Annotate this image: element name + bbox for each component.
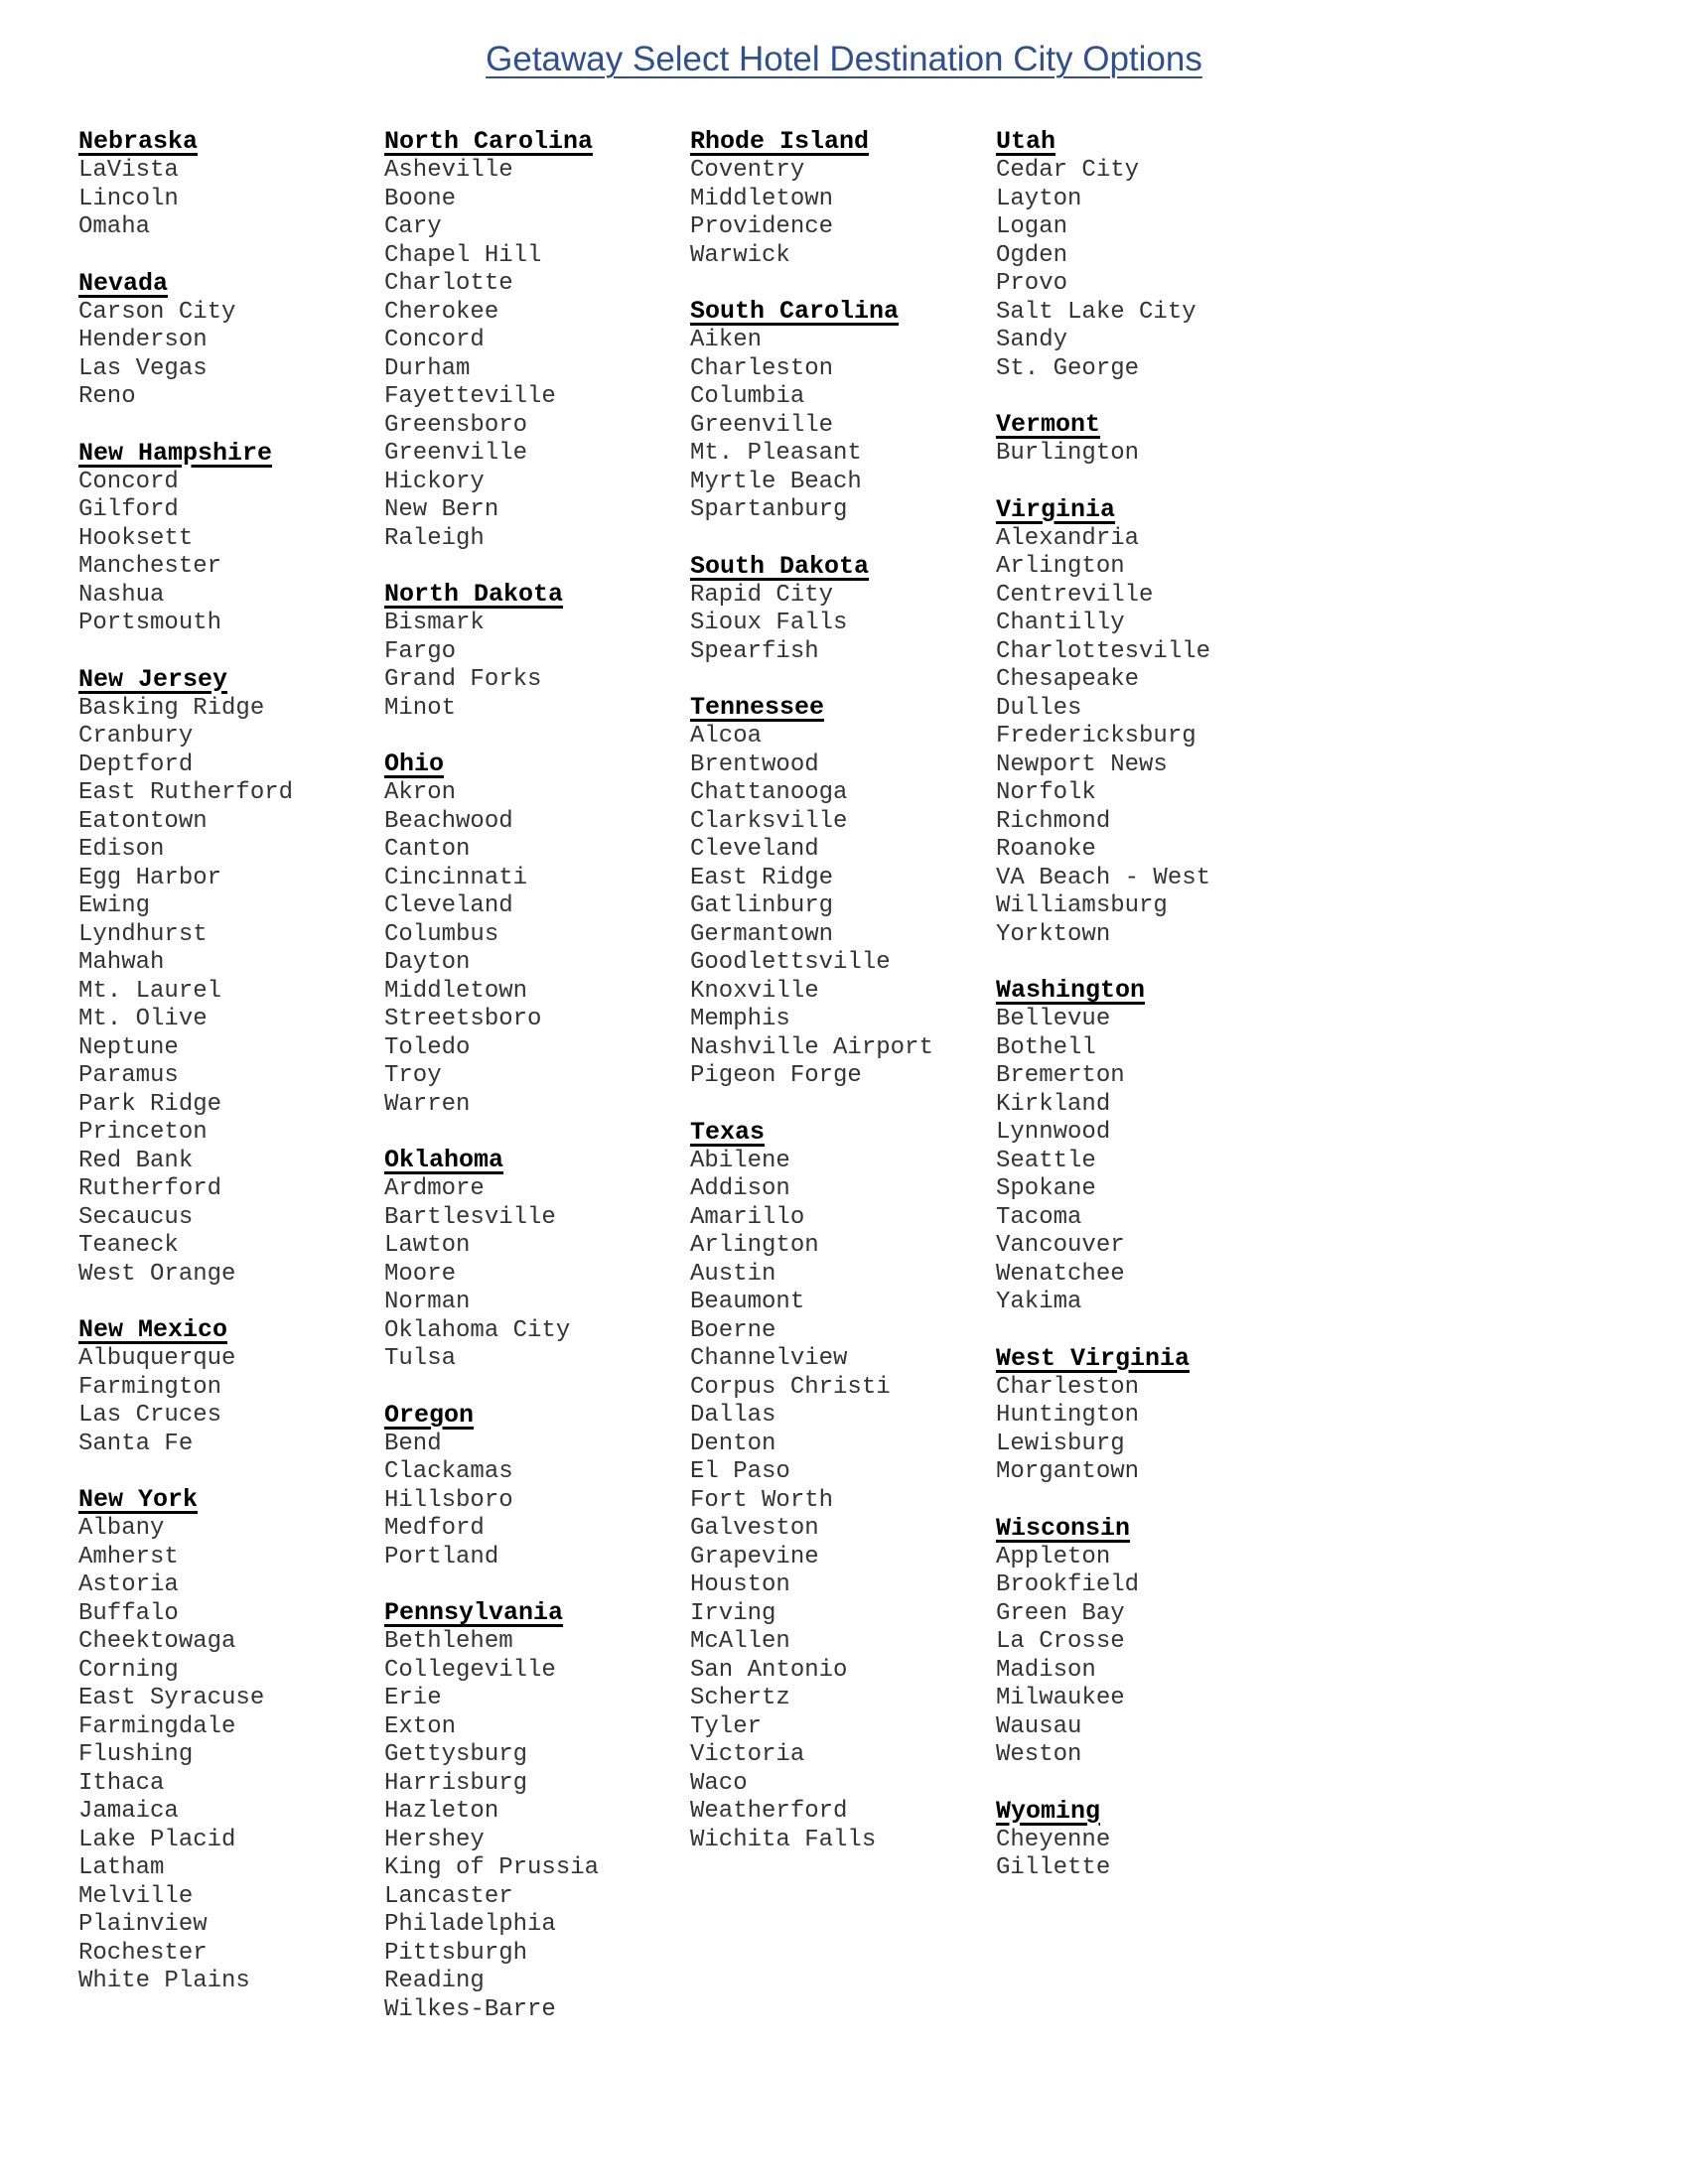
city-item: Fargo	[384, 637, 457, 665]
state-section	[690, 297, 988, 525]
city-item: Weatherford	[690, 1798, 848, 1825]
state-heading: North Carolina	[384, 127, 594, 156]
city-item: Teaneck	[78, 1232, 179, 1259]
city-item: Erie	[384, 1685, 442, 1711]
city-item: Milwaukee	[996, 1685, 1125, 1711]
city-item: Melville	[78, 1882, 194, 1910]
city-item: Centreville	[996, 581, 1154, 609]
city-item: King of Prussia	[384, 1854, 600, 1881]
city-item: Albuquerque	[78, 1345, 236, 1372]
city-item: Greenville	[384, 440, 528, 467]
city-item: Brentwood	[690, 751, 819, 778]
city-item: Lincoln	[78, 185, 179, 212]
city-item: Hickory	[384, 468, 485, 495]
city-item: Cranbury	[78, 723, 194, 750]
state-section	[384, 1146, 682, 1374]
city-item: Chapel Hill	[384, 241, 542, 269]
state-section	[996, 127, 1294, 383]
city-item: Clackamas	[384, 1458, 513, 1485]
state-section	[78, 665, 376, 1290]
city-item: Logan	[996, 213, 1068, 240]
page-title: Getaway Select Hotel Destination City Options	[486, 40, 1202, 78]
city-item: Basking Ridge	[78, 694, 265, 722]
city-item: Hershey	[384, 1826, 485, 1853]
city-item: Germantown	[690, 920, 834, 948]
state-section	[384, 1598, 682, 2024]
city-item: Hazleton	[384, 1798, 499, 1825]
city-item: Layton	[996, 185, 1082, 212]
city-item: Toledo	[384, 1033, 471, 1061]
city-item: Ardmore	[384, 1175, 485, 1202]
state-section	[384, 1401, 682, 1572]
city-item: Moore	[384, 1260, 457, 1288]
city-item: Cleveland	[384, 892, 513, 919]
city-item: Red Bank	[78, 1147, 194, 1174]
city-item: Denton	[690, 1430, 776, 1457]
city-item: Hillsboro	[384, 1486, 513, 1514]
city-item: Chesapeake	[996, 666, 1140, 693]
city-item: Plainview	[78, 1911, 208, 1938]
city-item: Sandy	[996, 327, 1068, 353]
city-item: Buffalo	[78, 1599, 179, 1627]
city-item: Concord	[384, 327, 485, 353]
city-item: Provo	[996, 270, 1068, 297]
city-item: Collegeville	[384, 1656, 556, 1684]
city-item: Brookfield	[996, 1571, 1140, 1598]
city-item: Gatlinburg	[690, 892, 834, 919]
city-item: Cleveland	[690, 836, 819, 863]
city-item: Myrtle Beach	[690, 468, 862, 495]
state-section	[690, 127, 988, 270]
city-item: East Rutherford	[78, 779, 294, 806]
city-item: Lyndhurst	[78, 920, 208, 948]
column-2	[384, 127, 682, 2051]
city-item: Wausau	[996, 1712, 1082, 1740]
city-item: Green Bay	[996, 1599, 1125, 1627]
city-item: West Orange	[78, 1260, 236, 1288]
city-item: McAllen	[690, 1628, 790, 1655]
city-item: Gettysburg	[384, 1741, 528, 1768]
city-item: Durham	[384, 354, 471, 382]
state-section	[996, 495, 1294, 950]
city-item: Warwick	[690, 241, 790, 269]
state-heading: Texas	[690, 1117, 766, 1147]
city-item: Chattanooga	[690, 779, 848, 806]
state-heading: Vermont	[996, 410, 1101, 439]
city-item: Canton	[384, 836, 471, 863]
city-item: Vancouver	[996, 1232, 1125, 1259]
city-item: Albany	[78, 1515, 165, 1542]
city-item: Rapid City	[690, 581, 834, 609]
city-item: Columbus	[384, 920, 499, 948]
city-item: Reading	[384, 1968, 485, 1994]
city-item: Grapevine	[690, 1543, 819, 1570]
city-item: Beachwood	[384, 807, 513, 835]
city-item: Knoxville	[690, 977, 819, 1005]
state-heading: New York	[78, 1485, 199, 1514]
city-item: Troy	[384, 1062, 442, 1089]
city-item: Farmington	[78, 1373, 222, 1401]
state-heading: Wisconsin	[996, 1513, 1131, 1543]
state-section	[384, 127, 682, 553]
city-item: Middletown	[690, 185, 834, 212]
city-item: Hooksett	[78, 524, 194, 552]
city-item: Weston	[996, 1741, 1082, 1768]
city-item: Spartanburg	[690, 496, 848, 523]
column-3	[690, 127, 988, 1881]
city-item: Mt. Olive	[78, 1006, 208, 1032]
city-item: Gilford	[78, 496, 179, 523]
city-item: Corning	[78, 1656, 179, 1684]
state-heading: South Carolina	[690, 297, 900, 326]
state-heading: West Virginia	[996, 1343, 1191, 1373]
city-item: Cheyenne	[996, 1826, 1111, 1853]
city-item: Fayetteville	[384, 383, 556, 410]
city-item: Yorktown	[996, 920, 1111, 948]
city-item: Channelview	[690, 1345, 848, 1372]
state-heading: Tennessee	[690, 693, 825, 722]
city-item: Tacoma	[996, 1203, 1082, 1231]
city-item: Norman	[384, 1289, 471, 1315]
city-item: Gillette	[996, 1854, 1111, 1881]
city-item: Park Ridge	[78, 1090, 222, 1118]
state-section	[996, 1797, 1294, 1883]
state-heading: Utah	[996, 127, 1056, 156]
city-item: Irving	[690, 1599, 776, 1627]
city-item: Victoria	[690, 1741, 805, 1768]
city-item: Amarillo	[690, 1203, 805, 1231]
city-item: White Plains	[78, 1968, 250, 1994]
city-item: Philadelphia	[384, 1911, 556, 1938]
city-item: Ithaca	[78, 1769, 165, 1797]
state-section	[384, 750, 682, 1119]
city-item: Morgantown	[996, 1458, 1140, 1485]
city-item: Bartlesville	[384, 1203, 556, 1231]
city-item: Alexandria	[996, 524, 1140, 552]
state-section	[996, 976, 1294, 1317]
city-item: Kirkland	[996, 1090, 1111, 1118]
city-item: Jamaica	[78, 1798, 179, 1825]
city-item: Paramus	[78, 1062, 179, 1089]
city-item: Farmingdale	[78, 1712, 236, 1740]
city-item: Rochester	[78, 1939, 208, 1967]
state-heading: Rhode Island	[690, 127, 870, 156]
city-item: San Antonio	[690, 1656, 848, 1684]
city-item: Fredericksburg	[996, 723, 1196, 750]
city-item: Spearfish	[690, 637, 819, 665]
state-heading: New Jersey	[78, 664, 228, 694]
city-item: Newport News	[996, 751, 1168, 778]
state-section	[996, 1514, 1294, 1770]
city-item: Egg Harbor	[78, 864, 222, 891]
city-item: Goodlettsville	[690, 949, 891, 976]
city-item: Portland	[384, 1543, 499, 1570]
column-4	[996, 127, 1294, 1910]
city-item: Charlottesville	[996, 637, 1211, 665]
city-item: Addison	[690, 1175, 790, 1202]
city-item: Yakima	[996, 1289, 1082, 1315]
city-item: Clarksville	[690, 807, 848, 835]
city-item: Secaucus	[78, 1203, 194, 1231]
city-item: Charleston	[996, 1373, 1140, 1401]
city-item: Ogden	[996, 241, 1068, 269]
state-heading: Nebraska	[78, 127, 199, 156]
city-item: St. George	[996, 354, 1140, 382]
city-item: Appleton	[996, 1543, 1111, 1570]
city-item: Beaumont	[690, 1289, 805, 1315]
city-item: Aiken	[690, 327, 763, 353]
city-item: La Crosse	[996, 1628, 1125, 1655]
city-item: Bremerton	[996, 1062, 1125, 1089]
state-section	[78, 1315, 376, 1458]
city-item: Flushing	[78, 1741, 194, 1768]
city-item: Madison	[996, 1656, 1096, 1684]
city-item: Arlington	[690, 1232, 819, 1259]
city-item: Dayton	[384, 949, 471, 976]
city-item: Akron	[384, 779, 457, 806]
state-section	[690, 1118, 988, 1855]
city-item: VA Beach - West	[996, 864, 1211, 891]
city-item: East Ridge	[690, 864, 834, 891]
city-item: Mt. Laurel	[78, 977, 222, 1005]
city-item: Ewing	[78, 892, 151, 919]
city-item: Lancaster	[384, 1882, 513, 1910]
city-item: Mahwah	[78, 949, 165, 976]
state-heading: New Mexico	[78, 1315, 228, 1344]
city-item: Coventry	[690, 157, 805, 184]
city-item: Bismark	[384, 610, 485, 636]
city-item: Rutherford	[78, 1175, 222, 1202]
city-item: Bethlehem	[384, 1628, 513, 1655]
city-item: Memphis	[690, 1006, 790, 1032]
city-item: Oklahoma City	[384, 1316, 571, 1344]
city-item: New Bern	[384, 496, 499, 523]
city-item: Eatontown	[78, 807, 208, 835]
city-item: Amherst	[78, 1543, 179, 1570]
state-heading: Pennsylvania	[384, 1598, 564, 1627]
state-section	[78, 127, 376, 242]
city-item: Mt. Pleasant	[690, 440, 862, 467]
city-item: Alcoa	[690, 723, 763, 750]
state-section	[78, 269, 376, 412]
city-item: LaVista	[78, 157, 179, 184]
city-item: Waco	[690, 1769, 748, 1797]
state-heading: New Hampshire	[78, 438, 273, 468]
city-item: Reno	[78, 383, 136, 410]
city-item: Manchester	[78, 553, 222, 580]
city-item: Pittsburgh	[384, 1939, 528, 1967]
city-item: Harrisburg	[384, 1769, 528, 1797]
city-item: Tulsa	[384, 1345, 457, 1372]
city-item: Concord	[78, 468, 179, 495]
city-item: Burlington	[996, 440, 1140, 467]
city-item: Lewisburg	[996, 1430, 1125, 1457]
city-item: Lake Placid	[78, 1826, 236, 1853]
city-item: Fort Worth	[690, 1486, 834, 1514]
city-item: Neptune	[78, 1033, 179, 1061]
city-item: Latham	[78, 1854, 165, 1881]
city-item: Corpus Christi	[690, 1373, 891, 1401]
state-heading: Washington	[996, 976, 1146, 1005]
city-item: Bellevue	[996, 1006, 1111, 1032]
city-item: Carson City	[78, 298, 236, 326]
city-item: Galveston	[690, 1515, 819, 1542]
state-section	[384, 580, 682, 723]
city-item: Pigeon Forge	[690, 1062, 862, 1089]
state-heading: South Dakota	[690, 551, 870, 581]
city-item: Portsmouth	[78, 610, 222, 636]
city-item: Henderson	[78, 327, 208, 353]
state-section	[78, 439, 376, 638]
state-section	[996, 410, 1294, 469]
city-item: Sioux Falls	[690, 610, 848, 636]
city-item: Las Cruces	[78, 1402, 222, 1429]
state-heading: Oregon	[384, 1400, 475, 1430]
city-item: Huntington	[996, 1402, 1140, 1429]
city-item: Greensboro	[384, 411, 528, 439]
state-heading: Wyoming	[996, 1796, 1101, 1826]
city-item: Wichita Falls	[690, 1826, 877, 1853]
city-item: Austin	[690, 1260, 776, 1288]
city-item: Edison	[78, 836, 165, 863]
city-item: Boerne	[690, 1316, 776, 1344]
city-item: Wilkes-Barre	[384, 1995, 556, 2023]
state-heading: Nevada	[78, 268, 169, 298]
city-item: Exton	[384, 1712, 457, 1740]
city-item: Lawton	[384, 1232, 471, 1259]
city-item: Bothell	[996, 1033, 1096, 1061]
city-item: Abilene	[690, 1147, 790, 1174]
city-item: Cary	[384, 213, 442, 240]
city-item: Cincinnati	[384, 864, 528, 891]
city-item: Wenatchee	[996, 1260, 1125, 1288]
column-1	[78, 127, 376, 2023]
city-item: Nashville Airport	[690, 1033, 933, 1061]
city-item: El Paso	[690, 1458, 790, 1485]
city-item: Raleigh	[384, 524, 485, 552]
city-item: Princeton	[78, 1119, 208, 1146]
city-item: Charlotte	[384, 270, 513, 297]
city-item: Lynnwood	[996, 1119, 1111, 1146]
city-item: Medford	[384, 1515, 485, 1542]
state-heading: Virginia	[996, 494, 1116, 524]
city-item: Asheville	[384, 157, 513, 184]
state-section	[690, 693, 988, 1091]
city-item: Greenville	[690, 411, 834, 439]
city-item: Cheektowaga	[78, 1628, 236, 1655]
city-item: Minot	[384, 694, 457, 722]
city-item: Arlington	[996, 553, 1125, 580]
state-heading: North Dakota	[384, 580, 564, 609]
city-item: Dulles	[996, 694, 1082, 722]
city-item: Tyler	[690, 1712, 763, 1740]
city-item: Columbia	[690, 383, 805, 410]
city-item: Omaha	[78, 213, 151, 240]
city-item: Boone	[384, 185, 457, 212]
city-item: Streetsboro	[384, 1006, 542, 1032]
state-section	[996, 1344, 1294, 1487]
city-item: Middletown	[384, 977, 528, 1005]
city-item: Schertz	[690, 1685, 790, 1711]
city-item: Chantilly	[996, 610, 1125, 636]
city-item: Astoria	[78, 1571, 179, 1598]
city-item: Bend	[384, 1430, 442, 1457]
city-item: East Syracuse	[78, 1685, 265, 1711]
state-section	[690, 552, 988, 667]
city-item: Dallas	[690, 1402, 776, 1429]
city-item: Richmond	[996, 807, 1111, 835]
city-item: Cherokee	[384, 298, 499, 326]
city-item: Williamsburg	[996, 892, 1168, 919]
city-item: Salt Lake City	[996, 298, 1196, 326]
city-item: Providence	[690, 213, 834, 240]
city-item: Houston	[690, 1571, 790, 1598]
city-item: Roanoke	[996, 836, 1096, 863]
state-heading: Ohio	[384, 750, 445, 778]
city-item: Spokane	[996, 1175, 1096, 1202]
city-item: Charleston	[690, 354, 834, 382]
city-item: Grand Forks	[384, 666, 542, 693]
city-item: Nashua	[78, 581, 165, 609]
city-item: Warren	[384, 1090, 471, 1118]
state-section	[78, 1485, 376, 1996]
city-item: Norfolk	[996, 779, 1096, 806]
city-item: Cedar City	[996, 157, 1140, 184]
state-heading: Oklahoma	[384, 1146, 504, 1174]
city-item: Deptford	[78, 751, 194, 778]
city-item: Seattle	[996, 1147, 1096, 1174]
city-item: Las Vegas	[78, 354, 208, 382]
city-item: Santa Fe	[78, 1430, 194, 1457]
